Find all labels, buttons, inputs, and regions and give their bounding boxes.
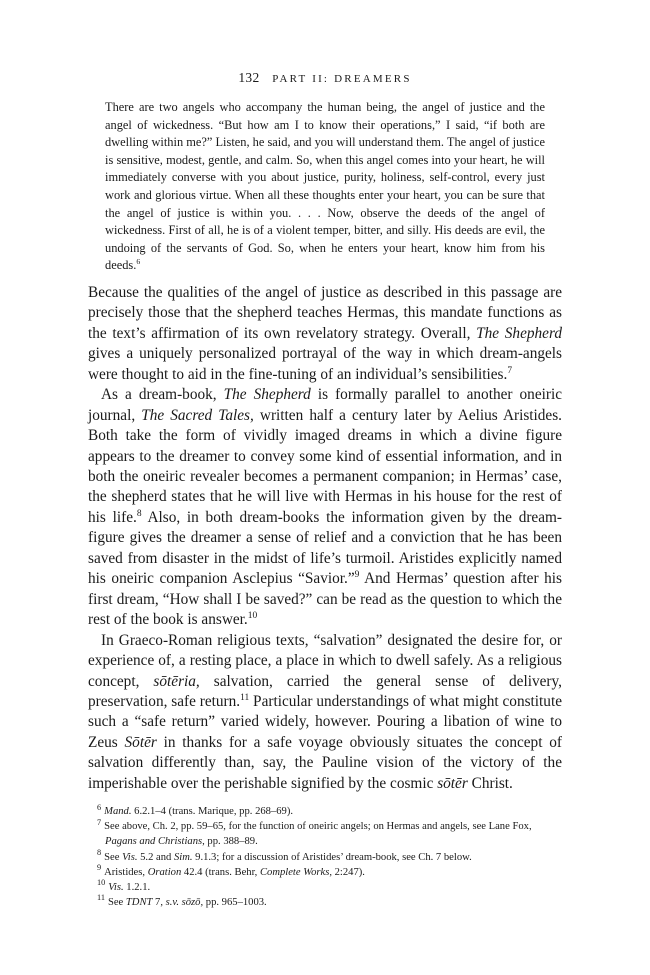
greek-term: sōtēria,: [153, 672, 200, 690]
footnote-italic: Vis.: [122, 851, 138, 863]
footnote-italic: Complete Works,: [259, 866, 332, 878]
footnote-6: [88, 804, 562, 819]
paragraph-text: As a dream-book,: [101, 386, 224, 404]
body-text: [88, 283, 562, 794]
footnote-italic: Oration: [147, 866, 182, 878]
greek-term: Sōtēr: [124, 733, 157, 751]
paragraph-2: [88, 385, 562, 630]
footnote-italic: s.v. sōzō,: [165, 896, 204, 908]
footnote-11: [88, 895, 562, 910]
footnote-ref: 9: [354, 570, 360, 581]
footnote-number: 10: [97, 878, 106, 888]
footnote-text: pp. 388–89.: [204, 836, 258, 848]
footnote-text: 1.2.1.: [123, 881, 151, 893]
footnote-number: 6: [97, 802, 102, 812]
footnote-italic: Sim.: [173, 851, 193, 863]
footnote-text: See above, Ch. 2, pp. 59–65, for the function of oneiric angels; on Hermas and angels, see Lane Fox,: [104, 821, 532, 833]
footnote-ref: 8: [136, 508, 142, 519]
paragraph-text: Particular understandings of what might constitute such a “safe return” varied widely, however. Pouring a libation of wine to Zeus: [88, 693, 562, 751]
greek-term: sōtēr: [437, 774, 468, 792]
footnote-text: 6.2.1–4 (trans. Marique, pp. 268–69).: [131, 806, 294, 818]
book-title: The Sacred Tales,: [141, 406, 254, 424]
footnote-number: 7: [97, 817, 102, 827]
footnote-number: 11: [97, 893, 105, 903]
footnote-number: 9: [97, 863, 102, 873]
paragraph-text: Also, in both dream-books the information given by the dream-figure gives the dreamer a sense of relief and a conviction that he has been saved from disaster in the midst of life’s turmoil. Aristides explicitly named his oneiric companion Asclepius “Savior.”: [88, 508, 563, 588]
footnote-ref: 7: [507, 365, 513, 376]
book-title: The Shepherd: [223, 386, 311, 404]
paragraph-text: Because the qualities of the angel of justice as described in this passage are precisely those that the shepherd teaches Hermas, this mandate functions as the text’s affirmation of its own revelatory strategy. Overall,: [88, 283, 562, 342]
block-quote-paragraph: [105, 99, 545, 275]
paragraph-text: written half a century later by Aelius Aristides. Both take the form of vividly imaged dreams in which a divine figure appears to the dreamer to convey some kind of essential information, and in both the oneiric revealer becomes a permanent companion; in Hermas’ case, the shepherd states that he will live with Hermas in his house for the rest of his life.: [88, 406, 563, 526]
paragraph-text: Christ.: [467, 774, 513, 792]
paragraph-1: [88, 283, 562, 385]
footnote-text: See: [107, 896, 126, 908]
footnote-ref: 10: [247, 611, 258, 622]
paragraph-3: [88, 631, 562, 795]
page-number: 132: [238, 70, 260, 85]
book-title: The Shepherd: [476, 324, 562, 342]
footnote-10: [88, 880, 562, 895]
footnotes: [88, 804, 562, 910]
footnote-text: 42.4 (trans. Behr,: [181, 866, 260, 878]
paragraph-text: And Hermas’ question after his first dream, “How shall I be saved?” can be read as the question to which the rest of the book is answer.: [88, 570, 562, 629]
footnote-7: [88, 819, 562, 849]
footnote-9: [88, 865, 562, 880]
paragraph-text: is formally parallel to another oneiric journal,: [88, 386, 562, 424]
footnote-text: 2:247).: [331, 866, 365, 878]
footnote-italic: Vis.: [108, 881, 124, 893]
footnote-italic: Mand.: [104, 806, 132, 818]
block-quote-text: There are two angels who accompany the human being, the angel of justice and the angel of wickedness. “But how am I to know their operations,” I said, “if both are dwelling within me?” Listen, he said, and you will understand them. The angel of justice is sensitive, modest, gentle, and calm. So, when this angel comes into your heart, he will immediately converse with you about justice, purity, holiness, self-control, every just work and glorious virtue. When all these thoughts enter your heart, you can be sure that the angel of justice is within you. . . . Now, observe the deeds of the angel of wickedness. First of all, he is of a violent temper, bitter, and silly. His deeds are evil, the undoing of the servants of God. So, when he enters your heart, know him from his deeds.: [105, 100, 545, 273]
footnote-text: pp. 965–1003.: [203, 896, 267, 908]
footnote-text: 7,: [152, 896, 166, 908]
footnote-8: [88, 850, 562, 865]
footnote-text: 5.2 and: [137, 851, 174, 863]
footnote-text: 9.1.3; for a discussion of Aristides’ dream-book, see Ch. 7 below.: [192, 851, 472, 863]
footnote-text: Aristides,: [104, 866, 148, 878]
running-head: [88, 70, 562, 86]
block-quote: [105, 99, 545, 275]
part-title: PART II: DREAMERS: [272, 73, 412, 85]
footnote-ref: 11: [240, 692, 250, 703]
book-page: [88, 70, 562, 910]
paragraph-text: salvation, carried the general sense of delivery, preservation, safe return.: [88, 672, 562, 710]
footnote-italic: Pagans and Christians,: [105, 836, 205, 848]
footnote-ref: 6: [136, 257, 141, 267]
footnote-text: See: [104, 851, 123, 863]
paragraph-text: in thanks for a safe voyage obviously situates the concept of salvation differently than, say, the Pauline vision of the victory of the imperishable over the perishable signified by the cosmic: [88, 733, 562, 792]
footnote-italic: TDNT: [125, 896, 153, 908]
paragraph-text: In Graeco-Roman religious texts, “salvation” designated the desire for, or experience of, a resting place, a place in which to dwell safely. As a religious concept,: [88, 631, 562, 690]
footnote-number: 8: [97, 848, 102, 858]
paragraph-text: gives a uniquely personalized portrayal of the way in which dream-angels were thought to aid in the fine-tuning of an individual’s sensibilities.: [88, 345, 562, 383]
